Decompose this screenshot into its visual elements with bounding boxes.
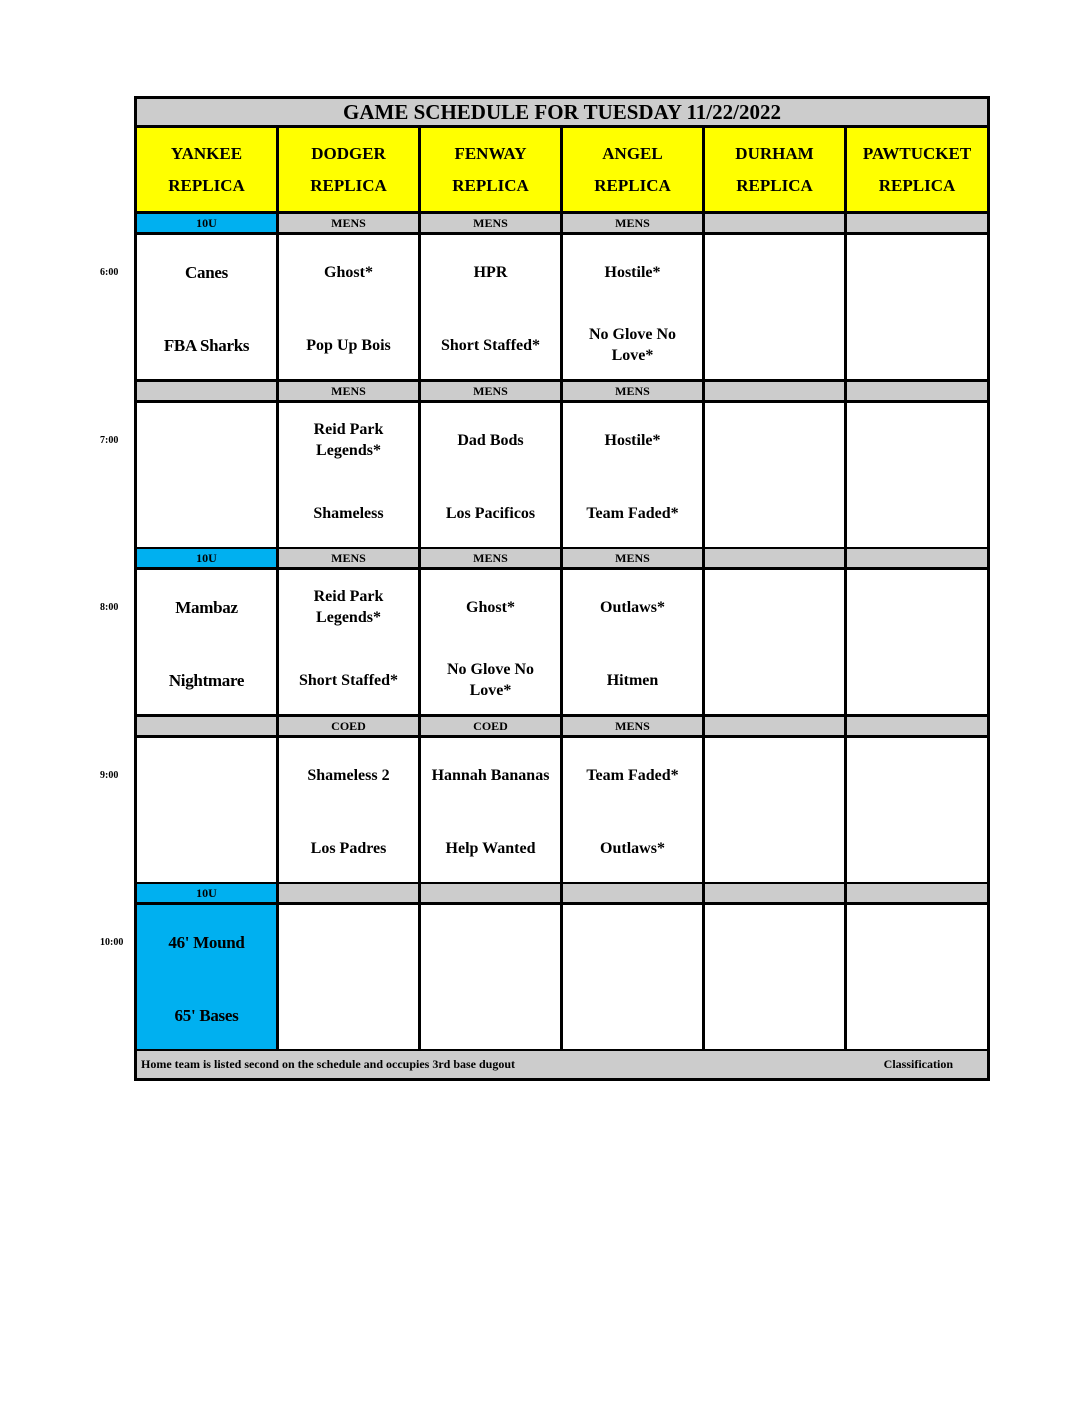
game-cell — [563, 403, 702, 547]
classification-cell — [847, 717, 987, 735]
game-cell — [705, 403, 844, 547]
classification-cell — [705, 884, 844, 902]
time-label: 10:00 — [100, 937, 124, 948]
home-team — [847, 988, 987, 1042]
classification-cell: 10U — [137, 214, 276, 232]
away-team: Ghost* — [324, 263, 373, 281]
field-header-pawtucket — [847, 128, 987, 211]
home-team — [421, 988, 560, 1042]
game-cell — [279, 905, 418, 1049]
field-header-durham — [705, 128, 844, 211]
away-team — [847, 580, 987, 634]
home-team — [137, 821, 276, 875]
classification-cell — [847, 382, 987, 400]
away-team: Mambaz — [175, 597, 238, 617]
classification-cell: MENS — [279, 214, 418, 232]
classification-cell: COED — [421, 717, 560, 735]
field-sub: REPLICA — [878, 175, 956, 195]
home-team — [705, 486, 844, 540]
home-team: No Glove No Love* — [588, 326, 677, 364]
classification-cell — [705, 382, 844, 400]
field-header-fenway — [421, 128, 560, 211]
classification-cell: MENS — [563, 382, 702, 400]
home-team — [847, 821, 987, 875]
home-team — [847, 653, 987, 707]
classification-cell — [137, 717, 276, 735]
away-team: Dad Bods — [457, 431, 524, 449]
classification-cell: MENS — [563, 549, 702, 567]
home-team — [705, 653, 844, 707]
game-cell — [421, 235, 560, 379]
classification-cell — [705, 214, 844, 232]
home-team: FBA Sharks — [163, 335, 250, 355]
footer-row — [137, 1051, 987, 1078]
away-team — [421, 915, 560, 969]
home-team — [847, 486, 987, 540]
away-team: Hannah Bananas — [431, 766, 550, 784]
field-name: ANGEL — [602, 143, 663, 163]
game-cell — [705, 738, 844, 882]
home-team: Help Wanted — [445, 839, 536, 857]
game-cell — [705, 235, 844, 379]
classification-cell: 10U — [137, 884, 276, 902]
classification-cell: MENS — [563, 214, 702, 232]
field-name: YANKEE — [170, 143, 243, 163]
away-team — [705, 580, 844, 634]
field-sub: REPLICA — [594, 175, 671, 195]
field-header-dodger — [279, 128, 418, 211]
game-cell — [563, 905, 702, 1049]
game-cell — [279, 570, 418, 714]
away-team: Shameless 2 — [307, 766, 390, 784]
game-cell — [563, 738, 702, 882]
schedule-table — [134, 96, 990, 1081]
field-sub: REPLICA — [310, 175, 387, 195]
home-team: Hitmen — [606, 671, 659, 689]
classification-cell: MENS — [421, 382, 560, 400]
away-team — [705, 748, 844, 802]
game-cell — [705, 905, 844, 1049]
field-name: DODGER — [311, 143, 386, 163]
field-sub: REPLICA — [168, 175, 245, 195]
game-cell — [279, 738, 418, 882]
field-name: PAWTUCKET — [862, 143, 972, 163]
classification-cell — [705, 549, 844, 567]
away-team: Reid Park Legends* — [313, 421, 384, 459]
classification-cell — [137, 382, 276, 400]
home-team: Pop Up Bois — [306, 336, 391, 354]
time-label: 6:00 — [100, 267, 119, 278]
field-sub: REPLICA — [736, 175, 813, 195]
game-cell — [847, 570, 987, 714]
footer-legend: Classification — [883, 1057, 953, 1071]
away-team: 46' Mound — [168, 932, 245, 952]
away-team: Team Faded* — [586, 766, 679, 784]
away-team: HPR — [473, 263, 508, 281]
game-cell — [137, 738, 276, 882]
home-team: No Glove No Love* — [446, 661, 535, 699]
away-team — [705, 245, 844, 299]
schedule-title: GAME SCHEDULE FOR TUESDAY 11/22/2022 — [137, 99, 987, 125]
game-cell — [137, 235, 276, 379]
game-cell — [847, 738, 987, 882]
game-cell — [421, 905, 560, 1049]
game-cell — [563, 235, 702, 379]
game-cell — [847, 235, 987, 379]
field-name: DURHAM — [735, 143, 814, 163]
away-team — [137, 413, 276, 467]
classification-cell: MENS — [563, 717, 702, 735]
home-team: 65' Bases — [174, 1005, 239, 1025]
classification-cell: COED — [279, 717, 418, 735]
field-sub: REPLICA — [452, 175, 529, 195]
classification-cell: MENS — [421, 549, 560, 567]
game-cell — [563, 570, 702, 714]
home-team — [705, 988, 844, 1042]
home-team: Short Staffed* — [440, 336, 541, 354]
home-team: Shameless — [313, 504, 384, 522]
home-team — [279, 988, 418, 1042]
classification-cell: MENS — [421, 214, 560, 232]
classification-cell — [279, 884, 418, 902]
game-cell — [421, 403, 560, 547]
game-cell — [421, 738, 560, 882]
game-cell — [705, 570, 844, 714]
home-team: Los Pacificos — [445, 504, 536, 522]
away-team: Reid Park Legends* — [313, 588, 384, 626]
classification-cell: MENS — [279, 549, 418, 567]
away-team — [279, 915, 418, 969]
classification-cell — [705, 717, 844, 735]
field-name: FENWAY — [454, 143, 527, 163]
away-team — [137, 748, 276, 802]
away-team: Canes — [185, 262, 228, 282]
field-header-yankee — [137, 128, 276, 211]
home-team — [705, 821, 844, 875]
away-team — [847, 748, 987, 802]
game-cell — [847, 403, 987, 547]
classification-cell — [847, 549, 987, 567]
home-team: Team Faded* — [586, 504, 679, 522]
home-team: Nightmare — [168, 670, 245, 690]
classification-cell — [847, 214, 987, 232]
time-label: 8:00 — [100, 602, 119, 613]
home-team — [847, 318, 987, 372]
game-cell — [279, 235, 418, 379]
away-team — [563, 915, 702, 969]
classification-cell: MENS — [279, 382, 418, 400]
game-cell — [279, 403, 418, 547]
classification-cell — [563, 884, 702, 902]
time-label: 7:00 — [100, 435, 119, 446]
home-team: Short Staffed* — [298, 671, 399, 689]
away-team: Hostile* — [604, 263, 661, 281]
game-cell — [847, 905, 987, 1049]
classification-cell: 10U — [137, 549, 276, 567]
away-team — [847, 413, 987, 467]
classification-cell — [847, 884, 987, 902]
away-team — [705, 915, 844, 969]
home-team — [705, 318, 844, 372]
home-team: Outlaws* — [600, 839, 665, 857]
away-team: Hostile* — [604, 431, 661, 449]
game-cell — [137, 403, 276, 547]
game-cell — [137, 570, 276, 714]
time-label: 9:00 — [100, 770, 119, 781]
footer-note: Home team is listed second on the schedule and occupies 3rd base dugout — [141, 1057, 516, 1071]
classification-cell — [421, 884, 560, 902]
home-team — [563, 988, 702, 1042]
home-team — [137, 486, 276, 540]
away-team — [847, 915, 987, 969]
away-team — [847, 245, 987, 299]
home-team: Los Padres — [310, 839, 387, 857]
game-cell — [421, 570, 560, 714]
away-team: Outlaws* — [600, 598, 665, 616]
away-team — [705, 413, 844, 467]
away-team: Ghost* — [466, 598, 515, 616]
game-cell — [137, 905, 276, 1049]
field-header-angel — [563, 128, 702, 211]
